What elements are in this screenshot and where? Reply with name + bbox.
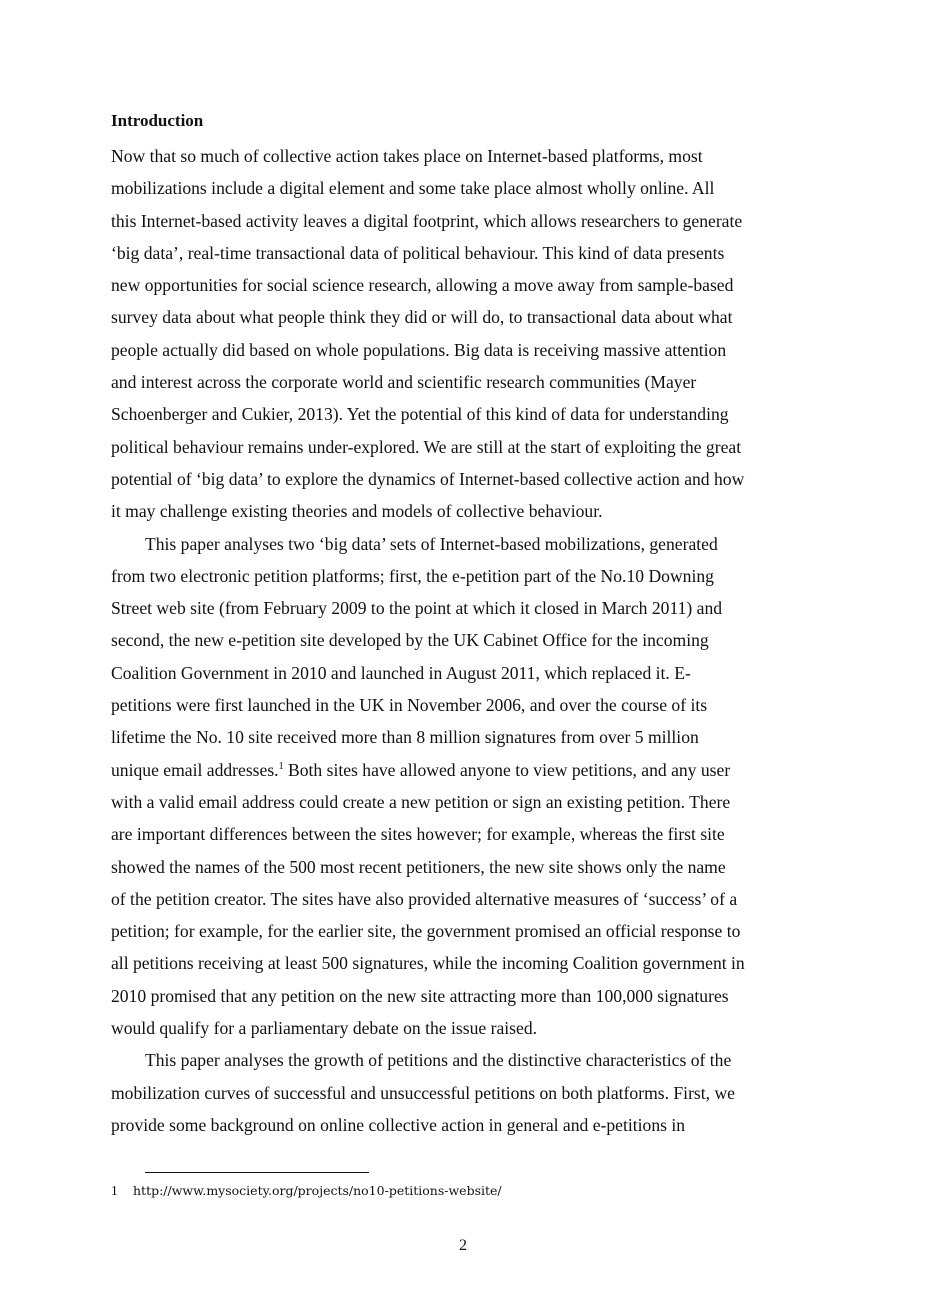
text-line: and interest across the corporate world and scientific research communities (Mayer xyxy=(111,372,697,393)
text-line: all petitions receiving at least 500 signatures, while the incoming Coalition government in xyxy=(111,953,745,974)
footnote-marker[interactable]: 1 xyxy=(278,760,284,772)
text-line: this Internet-based activity leaves a digital footprint, which allows researchers to generate xyxy=(111,210,743,231)
paragraph-3 xyxy=(111,1044,819,1141)
footnote-number: 1 xyxy=(111,1183,118,1198)
text-line: with a valid email address could create a new petition or sign an existing petition. There xyxy=(111,791,731,812)
text-fragment: unique email addresses. xyxy=(111,759,279,780)
text-line: political behaviour remains under-explored. We are still at the start of exploiting the great xyxy=(111,436,742,457)
text-line: of the petition creator. The sites have also provided alternative measures of ‘success’ of a xyxy=(111,888,738,909)
text-line: it may challenge existing theories and models of collective behaviour. xyxy=(111,501,603,522)
text-line: potential of ‘big data’ to explore the dynamics of Internet-based collective action and how xyxy=(111,468,745,489)
page-number: 2 xyxy=(459,1237,467,1254)
text-line: Now that so much of collective action takes place on Internet-based platforms, most xyxy=(111,146,703,166)
text-line: survey data about what people think they did or will do, to transactional data about what xyxy=(111,307,733,328)
text-line: This paper analyses the growth of petitions and the distinctive characteristics of the xyxy=(145,1050,732,1071)
text-line: are important differences between the sites however; for example, whereas the first site xyxy=(111,824,725,845)
text-line: mobilization curves of successful and unsuccessful petitions on both platforms. First, we xyxy=(111,1082,735,1103)
text-line: ‘big data’, real-time transactional data of political behaviour. This kind of data presents xyxy=(111,242,725,263)
text-line: lifetime the No. 10 site received more than 8 million signatures from over 5 million xyxy=(111,727,699,748)
footnote-link[interactable]: http://www.mysociety.org/projects/no10-petitions-website/ xyxy=(133,1183,502,1198)
paragraph-2 xyxy=(111,528,819,1045)
text-line: petition; for example, for the earlier site, the government promised an official response to xyxy=(111,921,741,942)
text-line-with-footnote xyxy=(111,754,819,786)
body-text xyxy=(111,140,819,1141)
text-line: from two electronic petition platforms; first, the e-petition part of the No.10 Downing xyxy=(111,565,714,586)
text-line: showed the names of the 500 most recent petitioners, the new site shows only the name xyxy=(111,856,726,877)
text-line: Street web site (from February 2009 to the point at which it closed in March 2011) and xyxy=(111,598,723,619)
text-line: new opportunities for social science research, allowing a move away from sample-based xyxy=(111,275,734,296)
text-line: 2010 promised that any petition on the new site attracting more than 100,000 signatures xyxy=(111,985,729,1006)
text-line: would qualify for a parliamentary debate on the issue raised. xyxy=(111,1018,538,1039)
text-line: This paper analyses two ‘big data’ sets of Internet-based mobilizations, generated xyxy=(145,533,718,554)
paragraph-1 xyxy=(111,140,819,528)
text-line: provide some background on online collective action in general and e-petitions in xyxy=(111,1114,686,1135)
text-line: Coalition Government in 2010 and launched in August 2011, which replaced it. E- xyxy=(111,662,691,683)
text-fragment: Both sites have allowed anyone to view petitions, and any user xyxy=(283,759,731,780)
footnote xyxy=(111,1182,502,1200)
text-line: mobilizations include a digital element and some take place almost wholly online. All xyxy=(111,178,715,199)
footnote-divider xyxy=(145,1172,369,1173)
text-line: people actually did based on whole populations. Big data is receiving massive attention xyxy=(111,339,727,360)
text-line: petitions were first launched in the UK in November 2006, and over the course of its xyxy=(111,695,708,716)
section-heading: Introduction xyxy=(111,111,204,130)
text-line: second, the new e-petition site developed by the UK Cabinet Office for the incoming xyxy=(111,630,709,651)
text-line: Schoenberger and Cukier, 2013). Yet the potential of this kind of data for understanding xyxy=(111,404,729,425)
